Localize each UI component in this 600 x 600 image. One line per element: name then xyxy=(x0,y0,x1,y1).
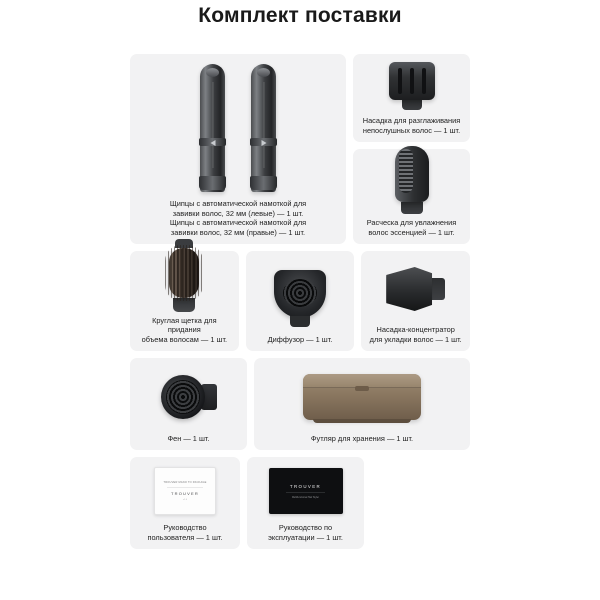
item-caption xyxy=(135,316,234,344)
page-title: Комплект поставки xyxy=(198,4,402,27)
essence-comb-icon xyxy=(358,146,465,214)
item-caption xyxy=(135,199,341,237)
caption-line: непослушных волос — 1 шт. xyxy=(362,125,461,135)
curling-barrel-pair-icon xyxy=(135,60,341,195)
curling-barrel-right-icon xyxy=(251,64,276,192)
round-volume-brush-icon xyxy=(135,239,234,312)
grid-row xyxy=(130,358,470,450)
item-card-smoothing-attachment[interactable] xyxy=(353,54,470,142)
smoothing-nozzle-icon xyxy=(358,60,465,112)
booklet-footer: v1.0 xyxy=(182,499,188,502)
caption-line: Круглая щетка для придания xyxy=(152,315,217,335)
caption-line: Щипцы с автоматической намоткой для xyxy=(169,199,307,209)
caption-line: Руководство xyxy=(163,523,207,533)
grid-row xyxy=(130,251,470,351)
curling-barrel-left-icon xyxy=(200,64,225,192)
caption-line: объема волосам — 1 шт. xyxy=(141,334,228,344)
item-card-diffuser[interactable] xyxy=(246,251,355,351)
item-card-storage-case[interactable] xyxy=(254,358,470,450)
caption-line: Расческа для увлажнения xyxy=(366,218,457,228)
caption-line: завивки волос, 32 мм (правые) — 1 шт. xyxy=(170,227,306,237)
item-caption xyxy=(251,335,350,344)
caption-line: волос эссенцией — 1 шт. xyxy=(368,227,455,237)
grid-row xyxy=(130,54,470,244)
grid-column xyxy=(353,54,470,244)
caption-line: завивки волос, 32 мм (левые) — 1 шт. xyxy=(172,208,304,218)
item-card-curling-barrels[interactable] xyxy=(130,54,346,244)
diffuser-icon xyxy=(251,257,350,331)
item-card-round-brush[interactable] xyxy=(130,251,239,351)
item-caption xyxy=(259,434,465,443)
caption-line: Фен — 1 шт. xyxy=(167,433,210,443)
hair-dryer-icon xyxy=(135,364,242,430)
item-caption xyxy=(358,116,465,135)
caption-line: Футляр для хранения — 1 шт. xyxy=(310,433,414,443)
item-caption xyxy=(252,523,359,542)
user-manual-booklet-icon xyxy=(135,463,235,519)
item-card-essence-comb[interactable] xyxy=(353,149,470,244)
booklet-header: TROUVER MANO TO PACKAGE xyxy=(163,481,207,485)
item-caption xyxy=(135,523,235,542)
grid-row xyxy=(130,457,470,549)
storage-case-icon xyxy=(259,364,465,430)
contents-grid xyxy=(130,54,470,556)
concentrator-nozzle-icon xyxy=(366,257,465,321)
caption-line: Насадка для разглаживания xyxy=(362,116,461,126)
instruction-subtitle: Multifunctional Hair Styler xyxy=(291,495,320,499)
instruction-logo: TROUVER xyxy=(289,483,322,489)
item-caption xyxy=(358,218,465,237)
caption-line: Руководство по xyxy=(278,523,333,533)
caption-line: для укладки волос — 1 шт. xyxy=(369,334,462,344)
item-caption xyxy=(135,434,242,443)
caption-line: Диффузор — 1 шт. xyxy=(267,334,333,344)
item-caption xyxy=(366,325,465,344)
operating-instruction-card-icon xyxy=(252,463,359,519)
caption-line: Насадка-концентратор xyxy=(376,325,455,335)
caption-line: эксплуатации — 1 шт. xyxy=(268,532,343,542)
item-card-concentrator[interactable] xyxy=(361,251,470,351)
caption-line: пользователя — 1 шт. xyxy=(147,532,223,542)
item-card-hair-dryer[interactable] xyxy=(130,358,247,450)
booklet-logo: TROUVER xyxy=(171,491,199,497)
caption-line: Щипцы с автоматической намоткой для xyxy=(169,218,307,228)
item-card-operating-instruction[interactable] xyxy=(247,457,364,549)
item-card-user-manual[interactable] xyxy=(130,457,240,549)
